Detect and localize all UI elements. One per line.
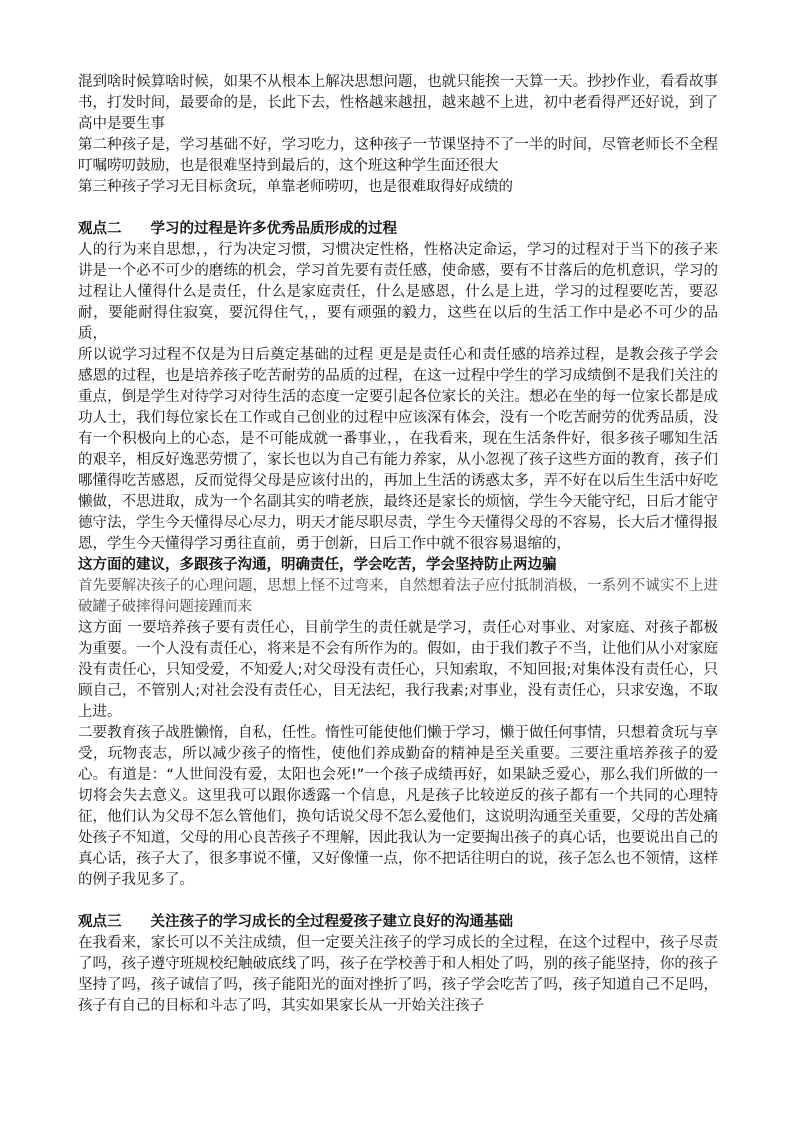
section-subheading: 这方面的建议，多跟孩子沟通，明确责任，学会吃苦，学会坚持防止两边骗 — [78, 557, 557, 573]
paragraph: 所以说学习过程不仅是为日后奠定基础的过程 更是是责任心和责任感的培养过程，是教会孩子学会感恩的过程，也是培养孩子吃苦耐劳的品质的过程，在这一过程中学生的学习成绩倒不是我们关注的重点，倒是学生对待学习对待生活的态度一定要引起各位家长的关注。想必在坐的每一位家长都是成功人士，我们每位家长在工作或自己创业的过程中应该深有体会，没有一个吃苦耐劳的优秀品质，没有一个积极向上的心态，是不可能成就一番事业，，在我看来，现在生活条件好，很多孩子哪知生活的艰辛，相反好逸恶劳惯了，家长也以为自己有能力养家，从小忽视了孩子这些方面的教育，孩子们哪懂得吃苦感恩，反而觉得父母是应该付出的，再加上生活的诱惑太多，弄不好在以后生生活中好吃懒做，不思进取，成为一个名副其实的啃老族，最终还是家长的烦恼，学生今天能守纪，日后才能守德守法，学生今天懂得尽心尽力，明天才能尽职尽责，学生今天懂得父母的不容易，长大后才懂得报恩，学生今天懂得学习勇往直前，勇于创新，日后工作中就不很容易退缩的， — [78, 347, 718, 552]
section-heading: 观点二 学习的过程是许多优秀品质形成的过程 — [78, 221, 397, 237]
paragraph: 二要教育孩子战胜懒惰，自私，任性。惰性可能使他们懒于学习，懒于做任何事情，只想着贪玩与享受，玩物丧志，所以减少孩子的惰性，使他们养成勤奋的精神是至关重要。三要注重培养孩子的爱心。有道是：“人世间没有爱，太阳也会死!”一个孩子成绩再好，如果缺乏爱心，那么我们所做的一切将会失去意义。这里我可以跟你透露一个信息，凡是孩子比较逆反的孩子都有一个共同的心理特征，他们认为父母不怎么管他们，换句话说父母不怎么爱他们，这说明沟通至关重要，父母的苦处痛处孩子不知道，父母的用心良苦孩子不理解，因此我认为一定要掏出孩子的真心话，也要说出自己的真心话，孩子大了，很多事说不懂，又好像懂一点，你不把话往明白的说，孩子怎么也不领情，这样的例子我见多了。 — [78, 725, 718, 888]
section-heading: 观点三 关注孩子的学习成长的全过程爱孩子建立良好的沟通基础 — [78, 914, 513, 930]
paragraph: 人的行为来自思想，，行为决定习惯，习惯决定性格，性格决定命运，学习的过程对于当下的孩子来讲是一个必不可少的磨练的机会，学习首先要有责任感，使命感，要有不甘落后的危机意识，学习的过程让人懂得什么是责任，什么是家庭责任，什么是感恩，什么是上进，学习的过程要吃苦，要忍耐，要能耐得住寂寞，要沉得住气，，要有顽强的毅力，这些在以后的生活工作中是必不可少的品质， — [78, 242, 718, 342]
document-page — [78, 72, 718, 1017]
paragraph: 第二种孩子是，学习基础不好，学习吃力，这种孩子一节课坚持不了一半的时间，尽管老师长不全程叮嘱唠叨鼓励，也是很难坚持到最后的，这个班这种学生面还很大 — [78, 137, 718, 174]
paragraph: 第三种孩子学习无目标贪玩，单靠老师唠叨，也是很难取得好成绩的 — [78, 179, 513, 195]
paragraph: 首先要解决孩子的心理问题，思想上怪不过弯来，自然想着法子应付抵制消极，一系列不诚实不上进破罐子破摔得问题接踵而来 — [78, 578, 718, 615]
paragraph: 这方面 一要培养孩子要有责任心，目前学生的责任就是学习，责任心对事业、对家庭、对孩子都极为重要。一个人没有责任心，将来是不会有所作为的。假如，由于我们教子不当，让他们从小对家庭没有责任心，只知受爱，不知爱人;对父母没有责任心，只知索取，不知回报;对集体没有责任心，只顾自己，不管别人;对社会没有责任心，目无法纪，我行我素;对事业，没有责任心，只求安逸，不取上进。 — [78, 620, 718, 720]
spacer — [78, 198, 718, 219]
spacer — [78, 891, 718, 912]
paragraph: 在我看来，家长可以不关注成绩，但一定要关注孩子的学习成长的全过程，在这个过程中，孩子尽责了吗，孩子遵守班规校纪触破底线了吗，孩子在学校善于和人相处了吗，别的孩子能坚持，你的孩子坚持了吗，孩子诚信了吗，孩子能阳光的面对挫折了吗，孩子学会吃苦了吗，孩子知道自己不足吗，孩子有自己的目标和斗志了吗，其实如果家长从一开始关注孩子 — [78, 935, 718, 1014]
paragraph: 混到啥时候算啥时候，如果不从根本上解决思想问题，也就只能挨一天算一天。抄抄作业，看看故事书，打发时间，最要命的是，长此下去，性格越来越扭，越来越不上进，初中老看得严还好说，到了高中是要生事 — [78, 74, 718, 132]
